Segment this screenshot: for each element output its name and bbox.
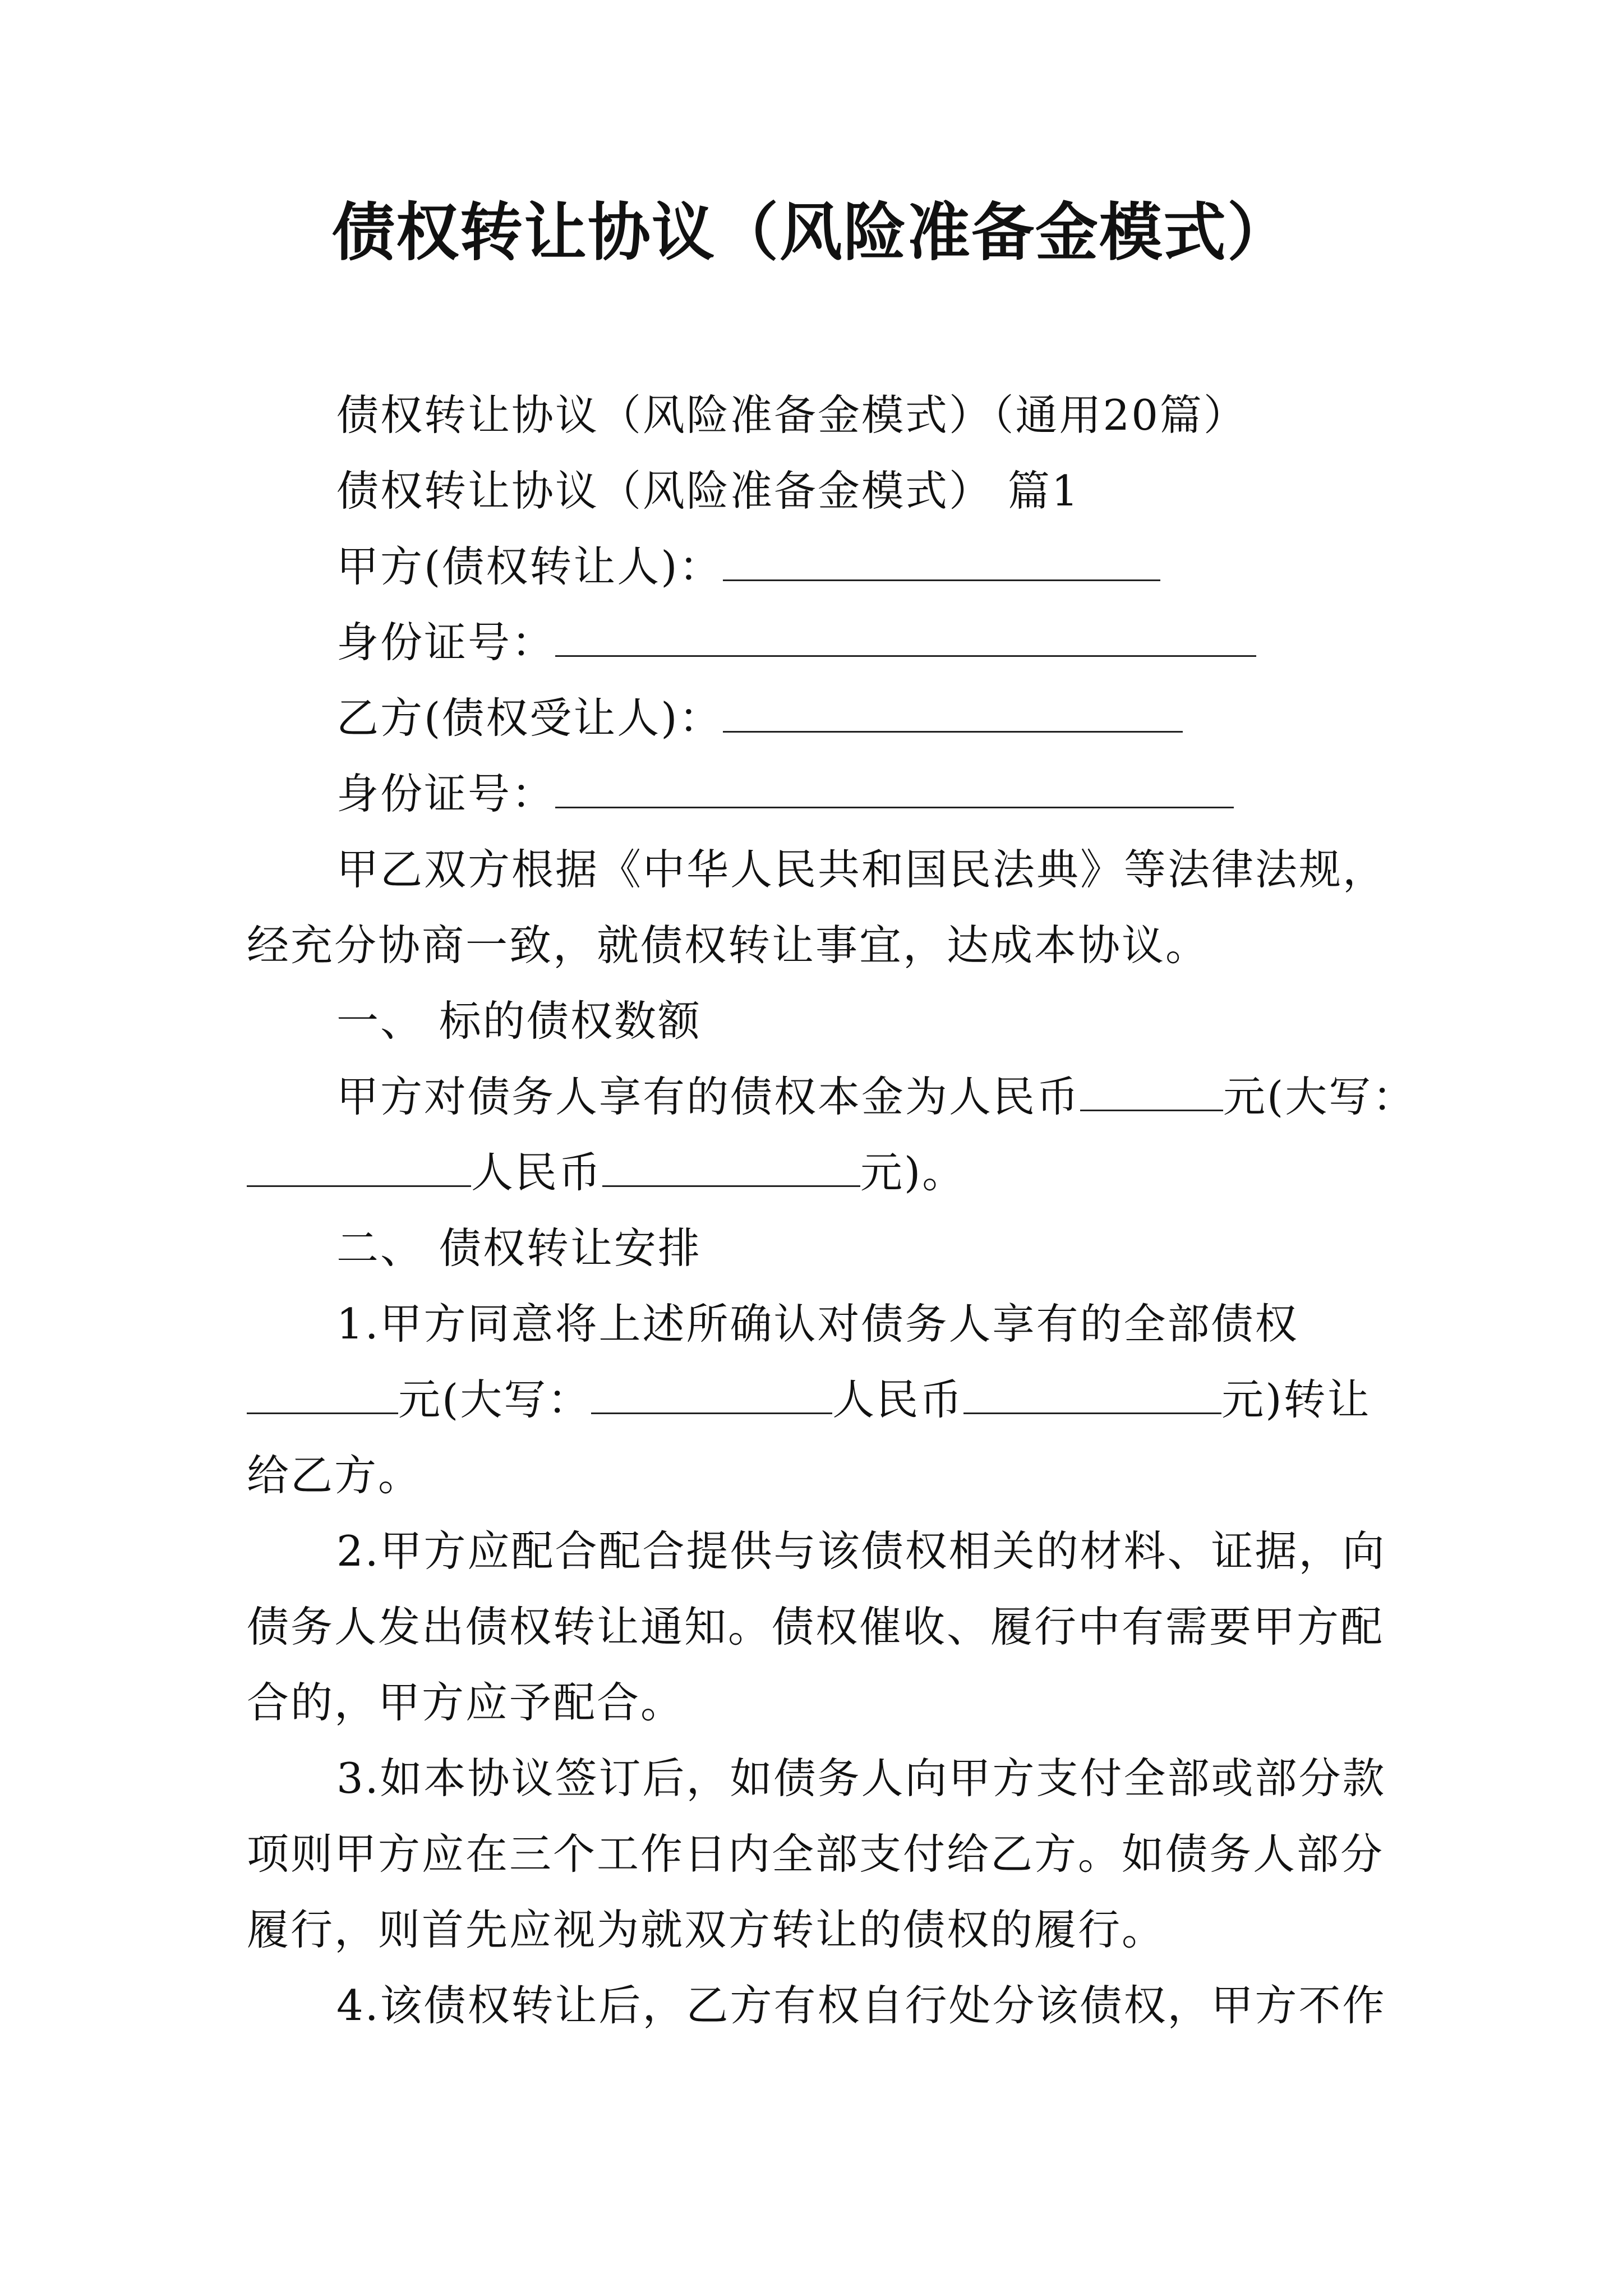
intro-line-1: 甲乙双方根据《中华人民共和国民法典》等法律法规， <box>336 845 1387 894</box>
party-b-row <box>336 690 1183 746</box>
section-2-heading: 二、 债权转让安排 <box>336 1223 702 1273</box>
item-2-line-3: 合的，甲方应予配合。 <box>247 1678 685 1727</box>
party-a-row <box>336 539 1160 595</box>
party-b-id-blank[interactable] <box>555 770 1234 808</box>
document-title: 债权转让协议（风险准备金模式） <box>332 196 1291 269</box>
principal-rmb-blank[interactable] <box>602 1148 860 1187</box>
party-b-blank[interactable] <box>723 694 1183 733</box>
principal-uppercase-blank[interactable] <box>247 1148 471 1187</box>
item-4-line-1: 4.该债权转让后，乙方有权自行处分该债权，甲方不作 <box>336 1981 1386 2030</box>
party-a-id-row <box>336 614 1256 670</box>
section-1-line-1 <box>336 1069 1416 1125</box>
item-1-line-2 <box>247 1372 1371 1428</box>
item-1-line-1: 1.甲方同意将上述所确认对债务人享有的全部债权 <box>336 1299 1299 1349</box>
party-b-id-row <box>336 766 1234 822</box>
party-a-id-blank[interactable] <box>555 618 1256 657</box>
item-2-line-2: 债务人发出债权转让通知。债权催收、履行中有需要甲方配 <box>247 1602 1385 1651</box>
principal-amount-blank[interactable] <box>1080 1073 1223 1111</box>
section-1-line-2 <box>247 1144 966 1200</box>
party-a-label: 甲方(债权转让人)： <box>336 542 723 591</box>
item-3-line-3: 履行，则首先应视为就双方转让的债权的履行。 <box>247 1905 1166 1954</box>
section-1-heading: 一、 标的债权数额 <box>336 996 702 1046</box>
rmb-label: 人民币 <box>471 1148 603 1197</box>
item-2-line-1: 2.甲方应配合配合提供与该债权相关的材料、证据，向 <box>336 1526 1386 1576</box>
party-b-label: 乙方(债权受让人)： <box>336 693 723 743</box>
party-b-id-label: 身份证号： <box>336 769 556 818</box>
document-subtitle: 债权转让协议（风险准备金模式）（通用20篇） <box>336 390 1247 440</box>
transfer-rmb-label: 人民币 <box>832 1375 964 1424</box>
chapter-heading: 债权转让协议（风险准备金模式） 篇1 <box>336 466 1080 516</box>
item-1-line-3: 给乙方。 <box>247 1451 422 1500</box>
item-3-line-1: 3.如本协议签订后，如债务人向甲方支付全部或部分款 <box>336 1754 1386 1803</box>
transfer-uppercase-blank[interactable] <box>591 1375 832 1414</box>
yuan-close-label: 元)。 <box>860 1148 966 1197</box>
transfer-close-label: 元)转让 <box>1221 1375 1371 1424</box>
party-a-blank[interactable] <box>723 542 1160 581</box>
principal-text: 甲方对债务人享有的债权本金为人民币 <box>336 1072 1081 1121</box>
transfer-rmb-blank[interactable] <box>963 1375 1221 1414</box>
intro-line-2: 经充分协商一致，就债权转让事宜，达成本协议。 <box>247 921 1210 970</box>
principal-uppercase-label: 元(大写： <box>1223 1072 1417 1121</box>
item-3-line-2: 项则甲方应在三个工作日内全部支付给乙方。如债务人部分 <box>247 1829 1385 1879</box>
transfer-uppercase-label: 元(大写： <box>398 1375 592 1424</box>
transfer-amount-blank[interactable] <box>247 1375 398 1414</box>
party-a-id-label: 身份证号： <box>336 618 556 667</box>
